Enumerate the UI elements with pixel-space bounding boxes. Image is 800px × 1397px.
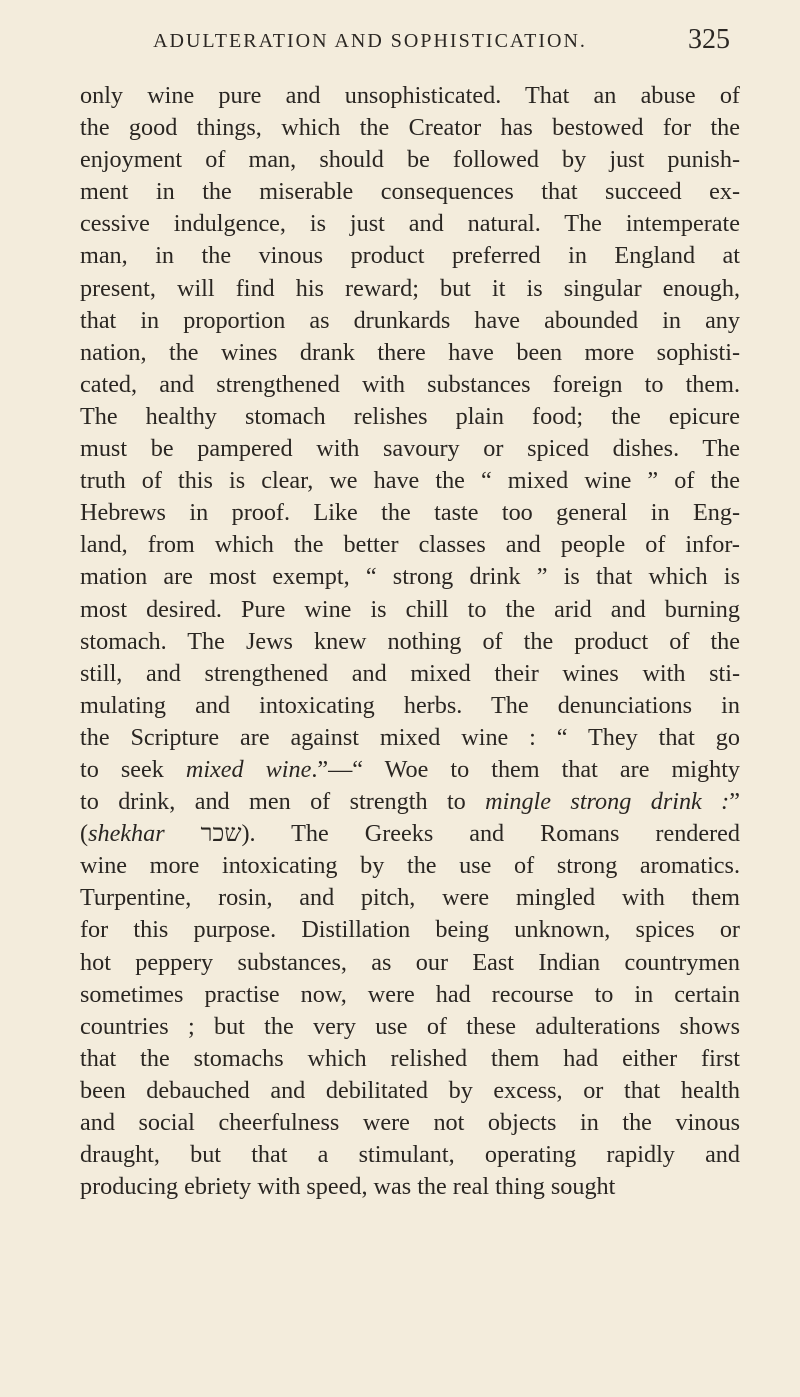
text-line: present, will find his reward; but it is singular enough,: [80, 274, 740, 302]
italic-phrase: mixed wine: [185, 755, 312, 783]
text-line: countries ; but the very use of these adulterations shows: [80, 1012, 740, 1040]
text-line: nation, the wines drank there have been more sophisti-: [80, 338, 740, 366]
hebrew-word: שכר: [200, 820, 242, 848]
italic-transliteration: shekhar: [88, 820, 165, 848]
text-line: most desired. Pure wine is chill to the arid and burning: [80, 595, 740, 623]
text-line: sometimes practise now, were had recourse to in certain: [80, 980, 740, 1008]
text-line: man, in the vinous product preferred in England at: [80, 242, 740, 270]
text-line: draught, but that a stimulant, operating rapidly and: [80, 1141, 740, 1169]
text-line: truth of this is clear, we have the “ mixed wine ” of the: [80, 467, 740, 495]
italic-phrase: mingle strong drink :: [485, 788, 730, 816]
text-line: enjoyment of man, should be followed by just punish-: [80, 146, 740, 174]
text-line: mation are most exempt, “ strong drink ” is that which is: [80, 563, 740, 591]
text-line-with-italic: [80, 786, 740, 818]
text-line: must be pampered with savoury or spiced dishes. The: [80, 435, 740, 463]
line-text: .”—“ Woe to them that are mighty: [311, 755, 741, 783]
text-line: that in proportion as drunkards have abounded in any: [80, 306, 740, 334]
running-head: ADULTERATION AND SOPHISTICATION.: [153, 30, 587, 52]
text-line: cessive indulgence, is just and natural. The intemperate: [80, 210, 740, 238]
line-text: ”: [729, 788, 740, 816]
text-line: been debauched and debilitated by excess, or that health: [80, 1076, 740, 1104]
text-line-with-italic: [80, 754, 740, 786]
text-line: hot peppery substances, as our East Indian countrymen: [80, 948, 740, 976]
text-line: The healthy stomach relishes plain food; the epicure: [80, 402, 740, 430]
line-text: to seek: [80, 755, 186, 783]
text-line-with-hebrew: [80, 818, 740, 850]
text-line: and social cheerfulness were not objects in the vinous: [80, 1109, 740, 1136]
text-line: the good things, which the Creator has bestowed for the: [80, 114, 740, 142]
text-line: stomach. The Jews knew nothing of the product of the: [80, 627, 740, 655]
text-line: for this purpose. Distillation being unknown, spices or: [80, 916, 740, 944]
page-number: 325: [688, 24, 730, 55]
body-text: [80, 80, 740, 1203]
text-line: still, and strengthened and mixed their wines with sti-: [80, 659, 740, 687]
text-line: producing ebriety with speed, was the real thing sought: [80, 1173, 616, 1201]
text-line: the Scripture are against mixed wine : “ They that go: [80, 723, 740, 751]
text-line: only wine pure and unsophisticated. That an abuse of: [80, 82, 740, 109]
text-line: Hebrews in proof. Like the taste too general in Eng-: [80, 499, 740, 527]
text-line: mulating and intoxicating herbs. The denunciations in: [80, 691, 740, 719]
text-line: cated, and strengthened with substances foreign to them.: [80, 370, 740, 398]
text-line: wine more intoxicating by the use of strong aromatics.: [80, 852, 740, 880]
line-text: ). The Greeks and Romans rendered: [241, 820, 741, 848]
text-line: ment in the miserable consequences that succeed ex-: [80, 178, 740, 206]
text-line: Turpentine, rosin, and pitch, were mingled with them: [80, 884, 740, 912]
text-line: land, from which the better classes and people of infor-: [80, 531, 740, 559]
line-text: (: [80, 820, 89, 848]
text-line: that the stomachs which relished them had either first: [80, 1044, 740, 1072]
line-text: to drink, and men of strength to: [80, 788, 486, 816]
